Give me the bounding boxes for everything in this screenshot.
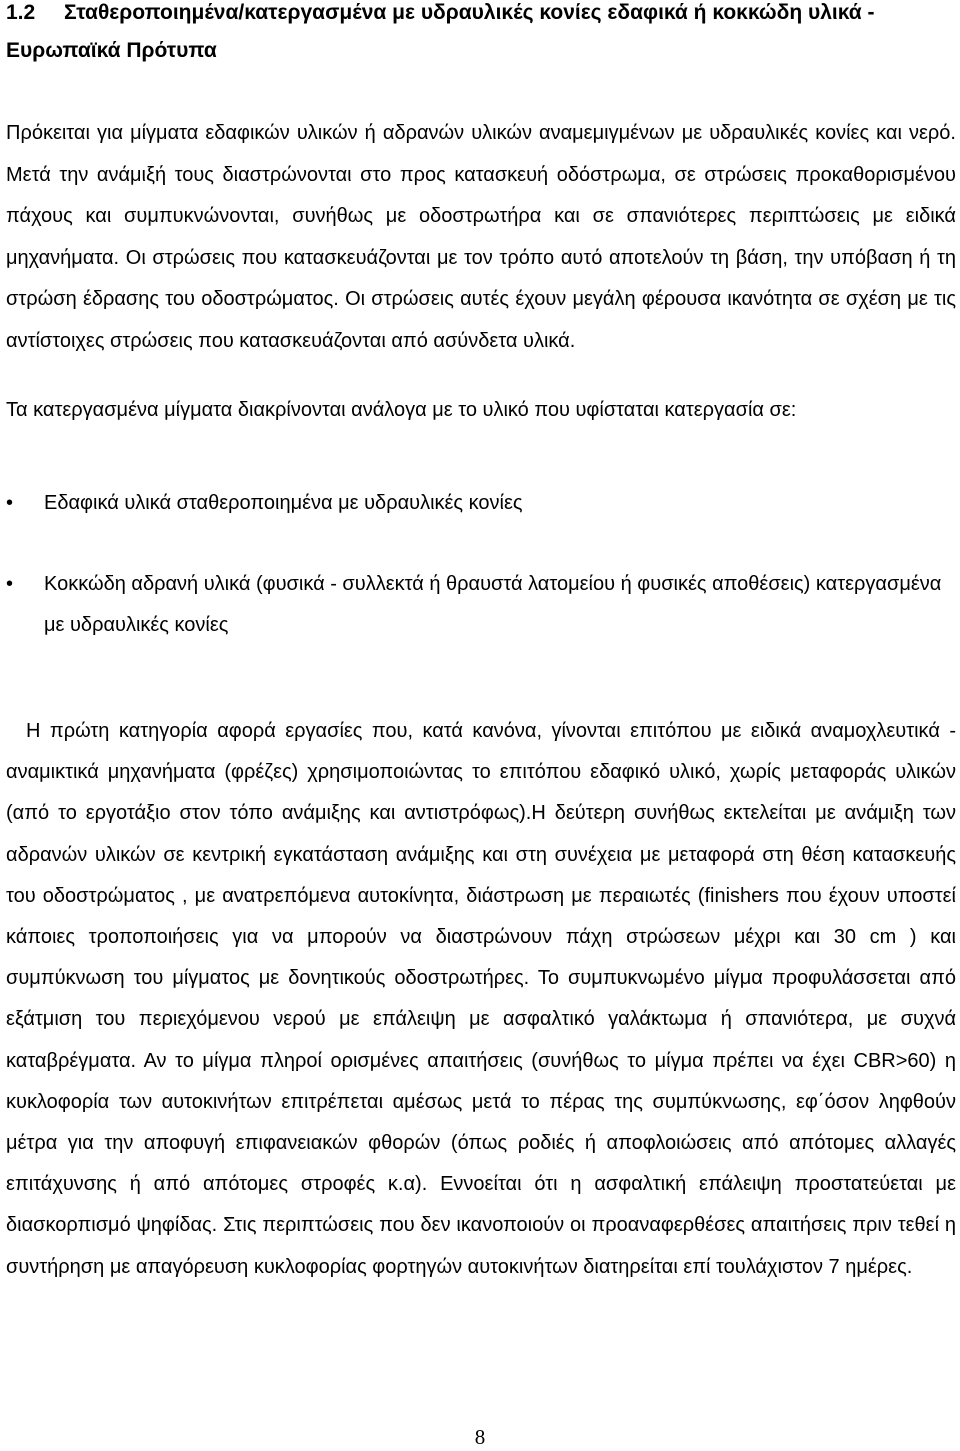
section-number: 1.2 [6,1,36,24]
details-paragraph: Η πρώτη κατηγορία αφορά εργασίες που, κατά κανόνα, γίνονται επιτόπου με ειδικά αναμοχλευτικά - αναμικτικά μηχανήματα (φρέζες) χρησιμοποιώντας το επιτόπου εδαφικό υλικό, χωρίς μεταφοράς υλικών (από το εργοτάξιο στον τόπο ανάμιξης και αντιστρόφως).Η δεύτερη συνήθως εκτελείται με ανάμιξη των αδρανών υλικών σε κεντρική εγκατάσταση ανάμιξης και στη συνέχεια με μεταφορά στη θέση κατασκευής του οδοστρώματος , με ανατρεπόμενα αυτοκίνητα, διάστρωση με περαιωτές (finishers που έχουν υποστεί κάποιες τροποποιήσεις για να μπορούν να διαστρώνουν πάχη στρώσεων μέχρι και 30 cm ) και συμπύκνωση του μίγματος με δονητικούς οδοστρωτήρες. Το συμπυκνωμένο μίγμα προφυλάσσεται από εξάτμιση του περιεχόμενου νερού με επάλειψη με ασφαλτικό γαλάκτωμα ή σπανιότερα, με συχνά καταβρέγματα. Αν το μίγμα πληροί ορισμένες απαιτήσεις (συνήθως το μίγμα πρέπει να έχει CBR>60) η κυκλοφορία των αυτοκινήτων επιτρέπεται αμέσως μετά το πέρας της συμπύκνωσης, εφ΄όσον ληφθούν μέτρα για την αποφυγή επιφανειακών φθορών (όπως ροδιές ή αποφλοιώσεις από απότομες αλλαγές επιτάχυνσης ή από απότομες στροφές κ.α). Εννοείται ότι η ασφαλτική επάλειψη προστατεύεται με διασκορπισμό ψηφίδας. Στις περιπτώσεις που δεν ικανοποιούν οι προαναφερθέσες απαιτήσεις πριν τεθεί η συντήρηση με απαγόρευση κυκλοφορίας φορτηγών αυτοκινήτων διατηρείται επί τουλάχιστον 7 ημέρες. [6,720,956,1278]
bullet-icon: • [6,492,14,514]
list-item-text: Κοκκώδη αδρανή υλικά (φυσικά - συλλεκτά ή θραυστά λατομείου ή φυσικές αποθέσεις) κατεργασμένα με υδραυλικές κονίες [44,573,942,636]
classification-paragraph: Τα κατεργασμένα μίγματα διακρίνονται ανάλογα με το υλικό που υφίσταται κατεργασία σε: [6,399,797,421]
list-item [6,483,956,524]
intro-paragraph: Πρόκειται για μίγματα εδαφικών υλικών ή αδρανών υλικών αναμεμιγμένων με υδραυλικές κονίες και νερό. Μετά την ανάμιξή τους διαστρώνονται στο προς κατασκευή οδόστρωμα, σε στρώσεις προκαθορισμένου πάχους και συμπυκνώνονται, συνήθως με οδοστρωτήρα και σε σπανιότερες περιπτώσεις με ειδικά μηχανήματα. Οι στρώσεις που κατασκευάζονται με τον τρόπο αυτό αποτελούν τη βάση, την υπόβαση ή τη στρώση έδρασης του οδοστρώματος. Οι στρώσεις αυτές έχουν μεγάλη φέρουσα ικανότητα σε σχέση με τις αντίστοιχες στρώσεις που κατασκευάζονται από ασύνδετα υλικά. [6,122,956,352]
list-item [6,564,956,646]
bullet-icon: • [6,573,14,595]
list-item-text: Εδαφικά υλικά σταθεροποιημένα με υδραυλικές κονίες [44,492,523,514]
page-number: 8 [474,1425,486,1449]
section-title: Σταθεροποιημένα/κατεργασμένα με υδραυλικές κονίες εδαφικά ή κοκκώδη υλικά - Ευρωπαϊκά Πρότυπα [6,1,875,62]
section-heading [6,0,954,70]
